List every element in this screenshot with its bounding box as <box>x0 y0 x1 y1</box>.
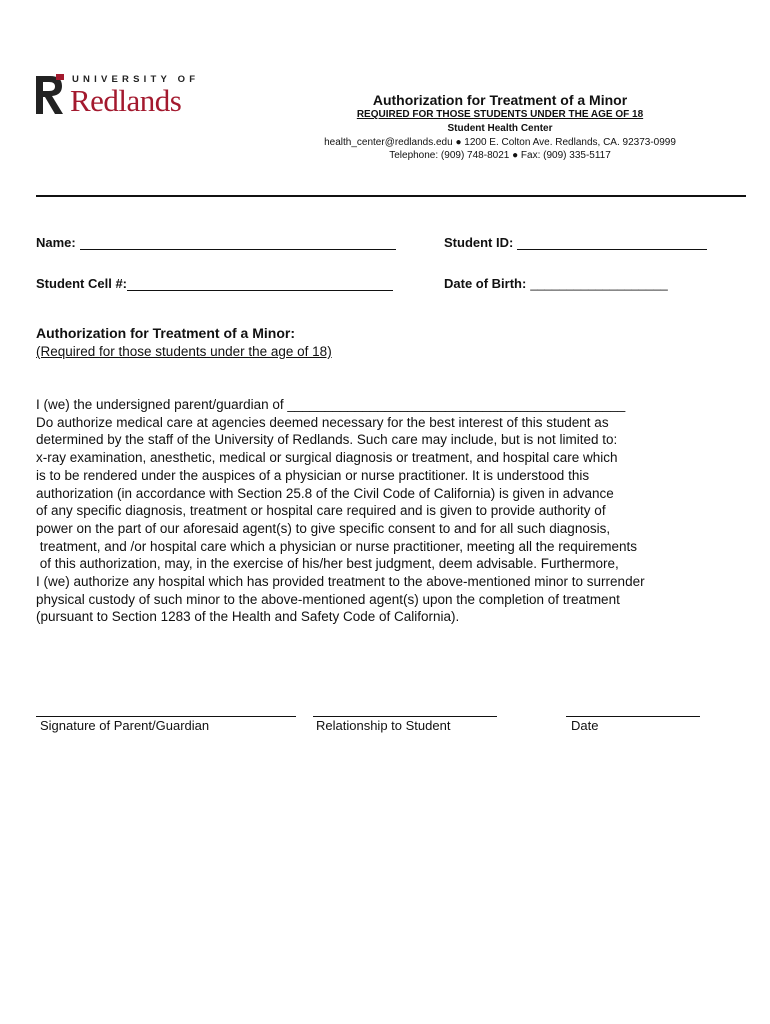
section-subtitle: (Required for those students under the age of 18) <box>36 344 332 359</box>
body-line: is to be rendered under the auspices of a physician or nurse practitioner. It is understood this <box>36 467 590 483</box>
body-line: x-ray examination, anesthetic, medical or surgical diagnosis or treatment, and hospital care which <box>36 450 618 466</box>
parent-signature-line[interactable] <box>36 716 296 717</box>
student-id-field <box>444 235 707 250</box>
body-line: authorization (in accordance with Section 25.8 of the Civil Code of California) is given in advance <box>36 485 614 501</box>
form-requirement: REQUIRED FOR THOSE STUDENTS UNDER THE AGE OF 18 <box>356 109 644 120</box>
body-line: determined by the staff of the University of Redlands. Such care may include, but is not limited to: <box>36 432 618 448</box>
contact-telephone: Telephone: (909) 748-8021 ● Fax: (909) 335-5117 <box>389 150 611 161</box>
cell-input-line[interactable] <box>127 276 393 291</box>
authorization-body <box>36 396 736 626</box>
body-line: I (we) authorize any hospital which has provided treatment to the above-mentioned minor to surrender <box>36 574 645 590</box>
date-label: Date <box>571 718 599 733</box>
body-line: (pursuant to Section 1283 of the Health and Safety Code of California). <box>36 609 460 625</box>
form-title: Authorization for Treatment of a Minor <box>372 92 628 108</box>
dob-input-line[interactable]: ___________________ <box>530 276 668 291</box>
name-field <box>36 235 396 250</box>
logo-university-of: UNIVERSITY OF <box>72 74 200 85</box>
relationship-line[interactable] <box>313 716 497 717</box>
body-line: of this authorization, may, in the exercise of his/her best judgment, deem advisable. Furthermore, <box>36 556 619 572</box>
university-logo <box>36 74 200 118</box>
section-title: Authorization for Treatment of a Minor: <box>36 325 295 341</box>
cell-field <box>36 276 393 291</box>
date-line[interactable] <box>566 716 700 717</box>
body-line: treatment, and /or hospital care which a physician or nurse practitioner, meeting all the requirements <box>36 538 638 554</box>
name-input-line[interactable] <box>80 235 396 250</box>
relationship-label: Relationship to Student <box>316 718 451 733</box>
parent-signature-label: Signature of Parent/Guardian <box>40 718 210 733</box>
health-center-name: Student Health Center <box>447 123 553 134</box>
body-line: I (we) the undersigned parent/guardian of _____________________________________________ <box>36 397 626 412</box>
logo-redlands: Redlands <box>70 83 182 118</box>
body-line: power on the part of our aforesaid agent(s) to give specific consent to and for all such diagnosis, <box>36 520 611 536</box>
body-line: physical custody of such minor to the above-mentioned agent(s) upon the completion of treatment <box>36 591 620 607</box>
body-line: of any specific diagnosis, treatment or hospital care required and is given to provide authority of <box>36 503 606 519</box>
contact-address: health_center@redlands.edu ● 1200 E. Colton Ave. Redlands, CA. 92373-0999 <box>324 137 676 148</box>
body-line: Do authorize medical care at agencies deemed necessary for the best interest of this student as <box>36 414 609 430</box>
name-label: Name: <box>36 235 76 250</box>
dob-field <box>444 276 668 291</box>
r-emblem-icon <box>36 74 64 116</box>
dob-label: Date of Birth: <box>444 276 527 291</box>
cell-label: Student Cell #: <box>36 276 128 291</box>
student-id-input-line[interactable] <box>517 235 707 250</box>
student-id-label: Student ID: <box>444 235 514 250</box>
header-divider <box>36 195 746 197</box>
